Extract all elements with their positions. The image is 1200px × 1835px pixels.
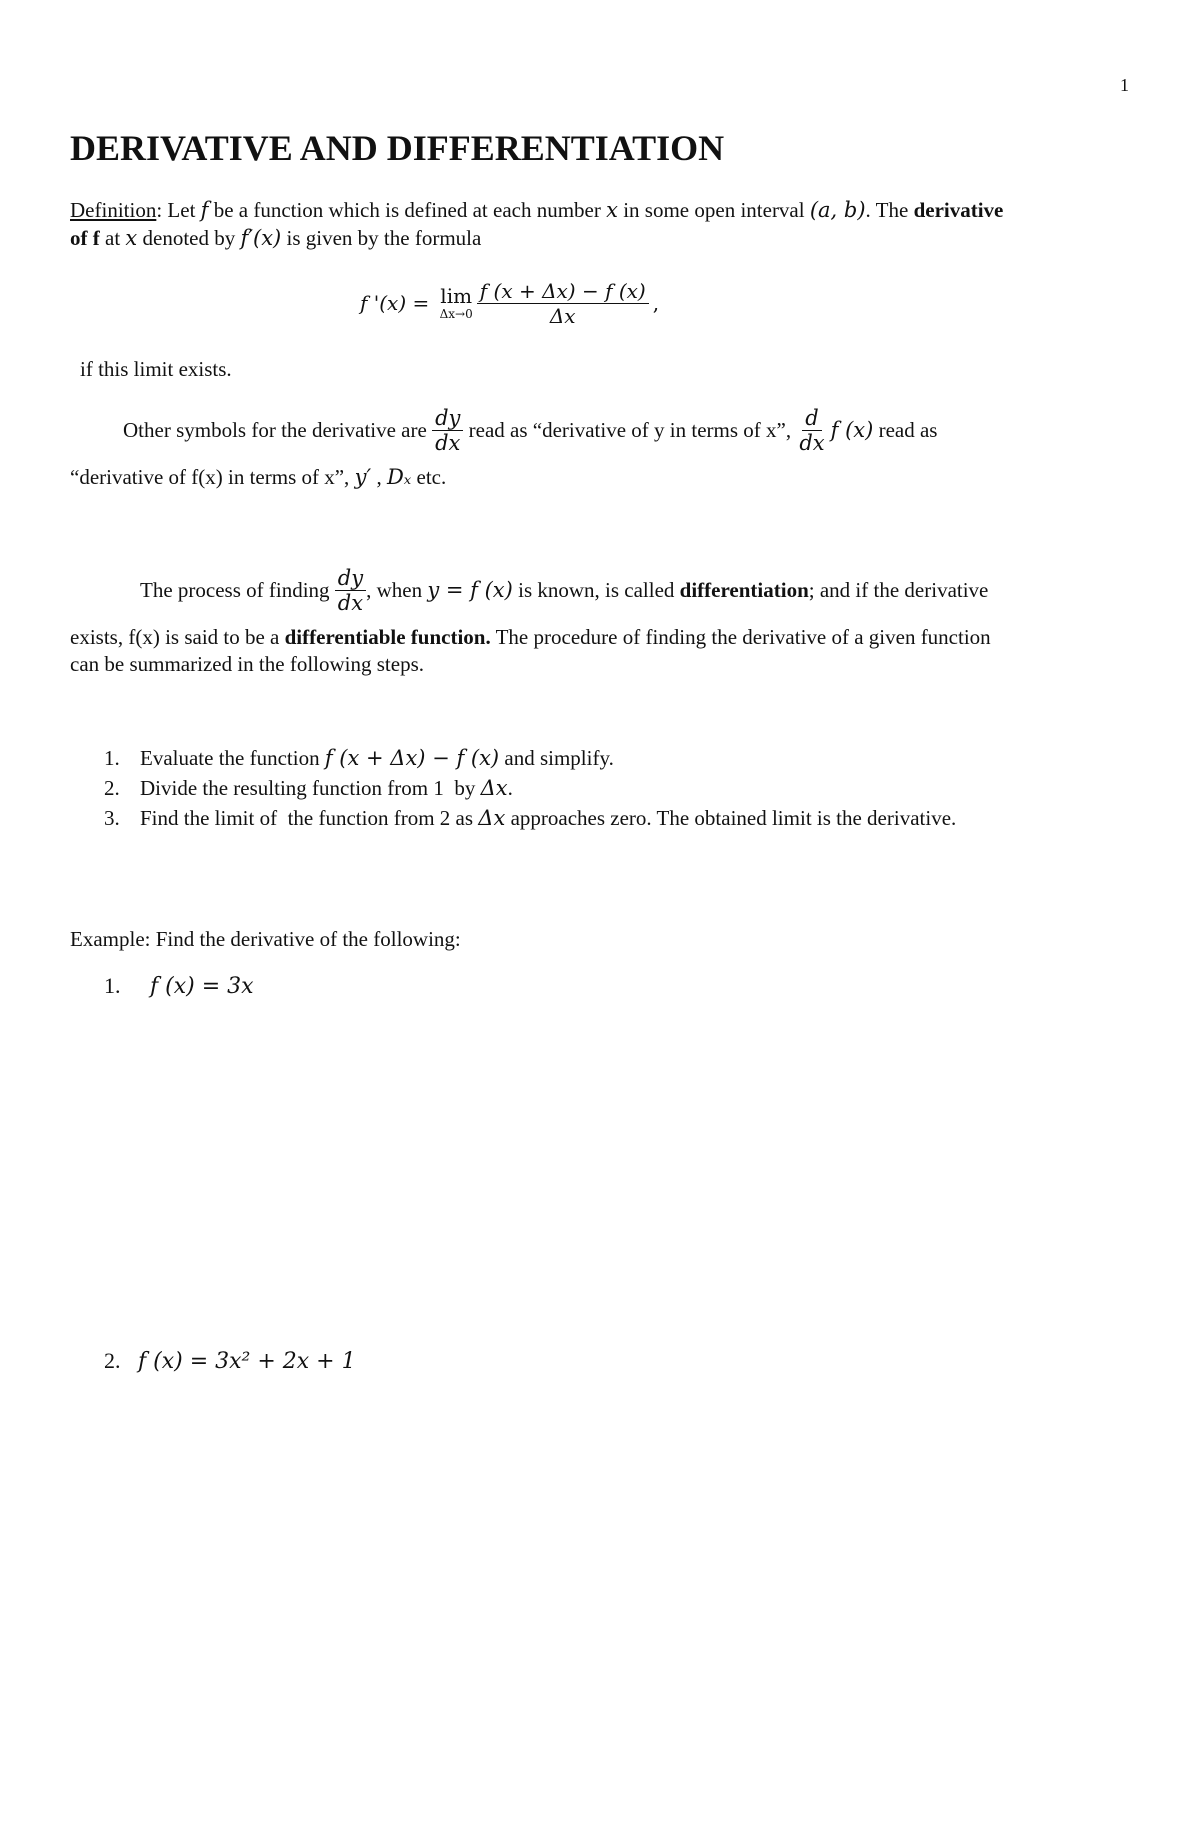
frac-numerator: d bbox=[802, 407, 821, 431]
frac-denominator: dx bbox=[337, 590, 364, 615]
step-number: 1. bbox=[104, 746, 120, 770]
math-yprime: y′ bbox=[354, 465, 372, 489]
process-text: , when bbox=[366, 577, 428, 602]
bold-differentiation: differentiation bbox=[679, 577, 809, 602]
formula-fraction bbox=[477, 280, 649, 327]
formula-comma: , bbox=[652, 290, 660, 315]
math-y-eq: y = f (x) bbox=[427, 577, 513, 602]
lim-subscript: Δx→0 bbox=[439, 307, 473, 321]
definition-label: Definition bbox=[70, 198, 157, 222]
definition-text: . The bbox=[865, 198, 914, 222]
formula-lhs: f '(x) = bbox=[360, 290, 436, 315]
definition-colon: : bbox=[156, 198, 163, 222]
definition-text: be a function which is defined at each number bbox=[208, 198, 607, 222]
math-x: x bbox=[606, 198, 618, 222]
d-dx-fraction bbox=[796, 407, 827, 454]
process-text: ; and if the derivative bbox=[808, 577, 989, 602]
definition-text: is given by the formula bbox=[281, 226, 482, 250]
step-math: Δx bbox=[478, 806, 506, 830]
step-text: Divide the resulting function from 1 by bbox=[140, 776, 481, 800]
step-math: Δx bbox=[480, 776, 508, 800]
symbols-text: read as bbox=[873, 417, 938, 442]
example-number: 2. bbox=[104, 1348, 121, 1373]
step-number: 2. bbox=[104, 776, 120, 800]
step-number: 3. bbox=[104, 806, 120, 830]
symbols-comma: , bbox=[371, 465, 387, 489]
derivative-formula bbox=[360, 268, 659, 338]
dy-dx-fraction bbox=[335, 567, 366, 614]
page-title: DERIVATIVE AND DIFFERENTIATION bbox=[70, 128, 725, 168]
frac-denominator: dx bbox=[435, 430, 461, 455]
symbols-text: read as “derivative of y in terms of x”, bbox=[463, 417, 797, 442]
page-number: 1 bbox=[1120, 75, 1129, 95]
limit-exists-text: if this limit exists. bbox=[80, 357, 232, 381]
step-text: Evaluate the function bbox=[140, 746, 325, 770]
step-text: and simplify. bbox=[499, 746, 614, 770]
symbols-line-1 bbox=[123, 400, 937, 460]
process-text: The procedure of finding the derivative of a given function bbox=[490, 625, 991, 649]
example-number: 1. bbox=[104, 973, 121, 998]
process-line-3: can be summarized in the following steps. bbox=[70, 652, 424, 676]
process-text: is known, is called bbox=[512, 577, 680, 602]
bold-derivative: derivative bbox=[913, 198, 1004, 222]
symbols-etc: etc. bbox=[411, 465, 447, 489]
step-1 bbox=[104, 745, 614, 772]
process-line-2 bbox=[70, 624, 991, 651]
math-Dx: Dₓ bbox=[386, 465, 412, 489]
frac-numerator: dy bbox=[335, 567, 366, 591]
definition-text: in some open interval bbox=[617, 198, 810, 222]
example-expression: f (x) = 3x² + 2x + 1 bbox=[138, 1349, 356, 1374]
bold-of-f: of f bbox=[70, 226, 100, 250]
definition-text: at bbox=[99, 226, 126, 250]
step-text: Find the limit of the function from 2 as bbox=[140, 806, 479, 830]
definition-text: denoted by bbox=[137, 226, 241, 250]
formula-limit bbox=[440, 285, 473, 321]
symbols-text: “derivative of f(x) in terms of x”, bbox=[70, 465, 355, 489]
process-text: The process of finding bbox=[140, 577, 335, 602]
frac-denominator: dx bbox=[799, 430, 825, 455]
math-x: x bbox=[125, 226, 138, 250]
step-math: f (x + Δx) − f (x) bbox=[324, 746, 500, 770]
definition-line-1 bbox=[70, 197, 1003, 224]
process-line-1 bbox=[140, 560, 988, 620]
frac-numerator: dy bbox=[432, 407, 463, 431]
example-heading: Example: Find the derivative of the following: bbox=[70, 927, 461, 951]
formula-denominator: Δx bbox=[549, 303, 576, 328]
symbols-line-2 bbox=[70, 464, 446, 491]
math-fprime: f′(x) bbox=[240, 226, 282, 250]
example-expression: f (x) = 3x bbox=[150, 974, 254, 999]
symbols-text: Other symbols for the derivative are bbox=[123, 417, 433, 442]
step-text: . bbox=[507, 776, 513, 800]
example-item-1 bbox=[104, 972, 254, 1000]
definition-line-2 bbox=[70, 225, 481, 252]
math-interval: (a, b) bbox=[809, 198, 866, 222]
formula-numerator: f (x + Δx) − f (x) bbox=[477, 280, 649, 304]
definition-text: Let bbox=[162, 198, 201, 222]
bold-differentiable: differentiable function. bbox=[284, 625, 491, 649]
process-text: exists, f(x) is said to be a bbox=[70, 625, 285, 649]
dy-dx-fraction bbox=[432, 407, 463, 454]
math-fx: f (x) bbox=[830, 417, 874, 442]
example-item-2 bbox=[104, 1347, 356, 1375]
step-text: approaches zero. The obtained limit is the derivative. bbox=[505, 806, 957, 830]
step-2 bbox=[104, 775, 513, 802]
math-f: f bbox=[200, 198, 209, 222]
lim-text: lim bbox=[440, 284, 473, 308]
step-3 bbox=[104, 805, 956, 832]
